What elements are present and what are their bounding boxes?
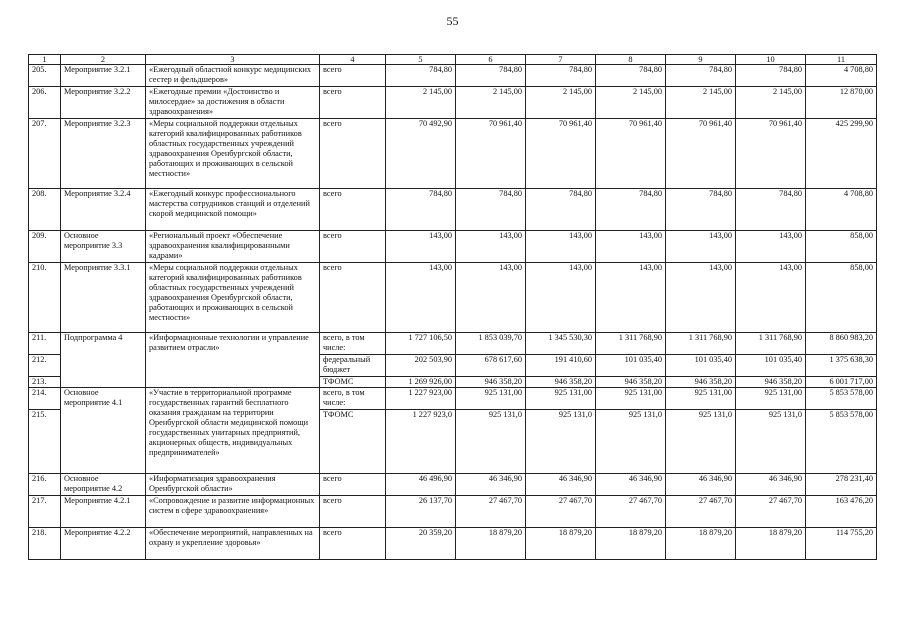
value-cell: 70 961,40 — [526, 119, 596, 189]
value-cell: 143,00 — [596, 263, 666, 333]
value-cell: 1 269 926,00 — [386, 377, 456, 388]
value-cell: 191 410,60 — [526, 355, 596, 377]
value-cell: 1 853 039,70 — [456, 333, 526, 355]
value-cell: 70 961,40 — [596, 119, 666, 189]
value-cell: 1 227 923,0 — [386, 410, 456, 474]
funding-source: всего, в том числе: — [320, 388, 386, 410]
activity-description: «Меры социальной поддержки отдельных категорий квалифицированных работников областных государственных учреждений здравоохранения Оренбургской области, работающих и проживающих в сельской местности» — [146, 263, 320, 333]
value-cell: 70 961,40 — [736, 119, 806, 189]
activity-name: Мероприятие 4.2.1 — [61, 496, 146, 528]
table-row — [29, 263, 877, 333]
table-row — [29, 474, 877, 496]
value-cell: 163 476,20 — [806, 496, 877, 528]
table-row — [29, 496, 877, 528]
funding-source: всего — [320, 496, 386, 528]
value-cell: 143,00 — [736, 263, 806, 333]
activity-description: «Обеспечение мероприятий, направленных на охрану и укрепление здоровья» — [146, 528, 320, 560]
activity-name: Мероприятие 3.3.1 — [61, 263, 146, 333]
row-number: 217. — [29, 496, 61, 528]
value-cell: 925 131,0 — [736, 410, 806, 474]
value-cell: 46 346,90 — [456, 474, 526, 496]
value-cell: 1 345 530,30 — [526, 333, 596, 355]
value-cell: 46 346,90 — [596, 474, 666, 496]
value-cell: 18 879,20 — [456, 528, 526, 560]
row-number: 205. — [29, 65, 61, 87]
value-cell: 784,80 — [736, 65, 806, 87]
value-cell: 101 035,40 — [736, 355, 806, 377]
value-cell: 27 467,70 — [596, 496, 666, 528]
funding-source: всего, в том числе: — [320, 333, 386, 355]
value-cell: 946 358,20 — [596, 377, 666, 388]
budget-table — [28, 54, 877, 560]
activity-description: «Меры социальной поддержки отдельных категорий квалифицированных работников областных государственных учреждений здравоохранения Оренбургской области, работающих и проживающих в сельской местности» — [146, 119, 320, 189]
row-number: 215. — [29, 410, 61, 474]
table-body — [29, 55, 877, 560]
value-cell: 1 227 923,00 — [386, 388, 456, 410]
value-cell: 925 131,00 — [666, 388, 736, 410]
funding-source: всего — [320, 263, 386, 333]
activity-description: «Участие в территориальной программе государственных гарантий бесплатного оказания гражданам на территории Оренбургской области медицинской помощи государственных унитарных предприятий, акционерных обществ, индивидуальных предпринимателей» — [146, 388, 320, 474]
header-cell: 1 — [29, 55, 61, 65]
funding-source: ТФОМС — [320, 377, 386, 388]
value-cell: 784,80 — [666, 189, 736, 231]
value-cell: 70 961,40 — [666, 119, 736, 189]
value-cell: 858,00 — [806, 231, 877, 263]
value-cell: 143,00 — [666, 231, 736, 263]
value-cell: 46 346,90 — [666, 474, 736, 496]
row-number: 214. — [29, 388, 61, 410]
table-row — [29, 333, 877, 355]
value-cell: 12 870,00 — [806, 87, 877, 119]
activity-name: Основное мероприятие 3.3 — [61, 231, 146, 263]
value-cell: 20 359,20 — [386, 528, 456, 560]
value-cell: 784,80 — [596, 65, 666, 87]
value-cell: 27 467,70 — [456, 496, 526, 528]
value-cell: 784,80 — [526, 189, 596, 231]
activity-description: «Ежегодный конкурс профессионального мастерства сотрудников станций и отделений скорой медицинской помощи» — [146, 189, 320, 231]
value-cell: 425 299,90 — [806, 119, 877, 189]
value-cell: 143,00 — [386, 263, 456, 333]
value-cell: 143,00 — [456, 231, 526, 263]
value-cell: 278 231,40 — [806, 474, 877, 496]
row-number: 210. — [29, 263, 61, 333]
value-cell: 5 853 578,00 — [806, 388, 877, 410]
value-cell: 114 755,20 — [806, 528, 877, 560]
table-row — [29, 388, 877, 410]
value-cell: 925 131,0 — [456, 410, 526, 474]
row-number: 218. — [29, 528, 61, 560]
value-cell: 784,80 — [596, 189, 666, 231]
value-cell: 143,00 — [596, 231, 666, 263]
funding-source: всего — [320, 65, 386, 87]
value-cell: 784,80 — [456, 189, 526, 231]
row-number: 211. — [29, 333, 61, 355]
activity-name: Мероприятие 3.2.4 — [61, 189, 146, 231]
activity-name: Основное мероприятие 4.1 — [61, 388, 146, 474]
funding-source: всего — [320, 231, 386, 263]
value-cell: 925 131,00 — [736, 388, 806, 410]
row-number: 208. — [29, 189, 61, 231]
value-cell: 925 131,0 — [666, 410, 736, 474]
value-cell: 18 879,20 — [736, 528, 806, 560]
value-cell: 2 145,00 — [596, 87, 666, 119]
value-cell: 1 311 768,90 — [666, 333, 736, 355]
value-cell: 2 145,00 — [526, 87, 596, 119]
header-row — [29, 55, 877, 65]
value-cell: 5 853 578,00 — [806, 410, 877, 474]
value-cell: 70 492,90 — [386, 119, 456, 189]
value-cell: 2 145,00 — [456, 87, 526, 119]
header-cell: 9 — [666, 55, 736, 65]
table-row — [29, 87, 877, 119]
activity-description: «Ежегодный областной конкурс медицинских сестер и фельдшеров» — [146, 65, 320, 87]
value-cell: 18 879,20 — [526, 528, 596, 560]
funding-source: всего — [320, 474, 386, 496]
value-cell: 784,80 — [736, 189, 806, 231]
header-cell: 4 — [320, 55, 386, 65]
value-cell: 46 346,90 — [736, 474, 806, 496]
value-cell: 46 496,90 — [386, 474, 456, 496]
funding-source: всего — [320, 528, 386, 560]
value-cell: 1 311 768,90 — [736, 333, 806, 355]
value-cell: 8 860 983,20 — [806, 333, 877, 355]
value-cell: 143,00 — [736, 231, 806, 263]
header-cell: 3 — [146, 55, 320, 65]
table-row — [29, 231, 877, 263]
value-cell: 18 879,20 — [666, 528, 736, 560]
row-number: 213. — [29, 377, 61, 388]
funding-source: федеральный бюджет — [320, 355, 386, 377]
value-cell: 202 503,90 — [386, 355, 456, 377]
value-cell: 143,00 — [456, 263, 526, 333]
value-cell: 784,80 — [386, 65, 456, 87]
value-cell: 784,80 — [666, 65, 736, 87]
value-cell: 946 358,20 — [736, 377, 806, 388]
value-cell: 678 617,60 — [456, 355, 526, 377]
value-cell: 143,00 — [386, 231, 456, 263]
value-cell: 4 708,80 — [806, 189, 877, 231]
row-number: 206. — [29, 87, 61, 119]
value-cell: 1 311 768,90 — [596, 333, 666, 355]
activity-name: Основное мероприятие 4.2 — [61, 474, 146, 496]
activity-name: Мероприятие 4.2.2 — [61, 528, 146, 560]
row-number: 207. — [29, 119, 61, 189]
activity-description: «Информационные технологии и управление развитием отрасли» — [146, 333, 320, 388]
value-cell: 784,80 — [386, 189, 456, 231]
value-cell: 946 358,20 — [526, 377, 596, 388]
activity-name: Мероприятие 3.2.1 — [61, 65, 146, 87]
value-cell: 925 131,00 — [456, 388, 526, 410]
funding-source: ТФОМС — [320, 410, 386, 474]
value-cell: 925 131,00 — [526, 388, 596, 410]
value-cell: 1 375 638,30 — [806, 355, 877, 377]
value-cell: 143,00 — [526, 231, 596, 263]
value-cell: 101 035,40 — [596, 355, 666, 377]
header-cell: 8 — [596, 55, 666, 65]
header-cell: 6 — [456, 55, 526, 65]
value-cell: 784,80 — [526, 65, 596, 87]
activity-name: Мероприятие 3.2.2 — [61, 87, 146, 119]
funding-source: всего — [320, 119, 386, 189]
value-cell: 26 137,70 — [386, 496, 456, 528]
value-cell: 18 879,20 — [596, 528, 666, 560]
value-cell: 143,00 — [666, 263, 736, 333]
row-number: 212. — [29, 355, 61, 377]
row-number: 216. — [29, 474, 61, 496]
value-cell: 2 145,00 — [736, 87, 806, 119]
header-cell: 11 — [806, 55, 877, 65]
value-cell: 2 145,00 — [386, 87, 456, 119]
value-cell: 143,00 — [526, 263, 596, 333]
activity-description: «Сопровождение и развитие информационных систем в сфере здравоохранения» — [146, 496, 320, 528]
value-cell: 858,00 — [806, 263, 877, 333]
header-cell: 7 — [526, 55, 596, 65]
value-cell: 925 131,00 — [596, 388, 666, 410]
value-cell: 70 961,40 — [456, 119, 526, 189]
funding-source: всего — [320, 189, 386, 231]
activity-description: «Ежегодные премии «Достоинство и милосердие» за достижения в области здравоохранения» — [146, 87, 320, 119]
activity-description: «Информатизация здравоохранения Оренбургской области» — [146, 474, 320, 496]
value-cell: 946 358,20 — [456, 377, 526, 388]
value-cell: 2 145,00 — [666, 87, 736, 119]
table-row — [29, 528, 877, 560]
value-cell: 946 358,20 — [666, 377, 736, 388]
value-cell: 101 035,40 — [666, 355, 736, 377]
table-row — [29, 189, 877, 231]
page-number: 55 — [446, 14, 459, 28]
activity-name: Мероприятие 3.2.3 — [61, 119, 146, 189]
activity-name: Подпрограмма 4 — [61, 333, 146, 388]
table-row — [29, 119, 877, 189]
value-cell: 27 467,70 — [526, 496, 596, 528]
value-cell: 46 346,90 — [526, 474, 596, 496]
table-row — [29, 65, 877, 87]
value-cell: 784,80 — [456, 65, 526, 87]
activity-description: «Региональный проект «Обеспечение здравоохранения квалифицированными кадрами» — [146, 231, 320, 263]
value-cell: 925 131,0 — [526, 410, 596, 474]
header-cell: 5 — [386, 55, 456, 65]
header-cell: 2 — [61, 55, 146, 65]
header-cell: 10 — [736, 55, 806, 65]
row-number: 209. — [29, 231, 61, 263]
value-cell: 4 708,80 — [806, 65, 877, 87]
value-cell: 27 467,70 — [736, 496, 806, 528]
value-cell: 27 467,70 — [666, 496, 736, 528]
value-cell: 925 131,0 — [596, 410, 666, 474]
funding-source: всего — [320, 87, 386, 119]
value-cell: 6 001 717,00 — [806, 377, 877, 388]
value-cell: 1 727 106,50 — [386, 333, 456, 355]
